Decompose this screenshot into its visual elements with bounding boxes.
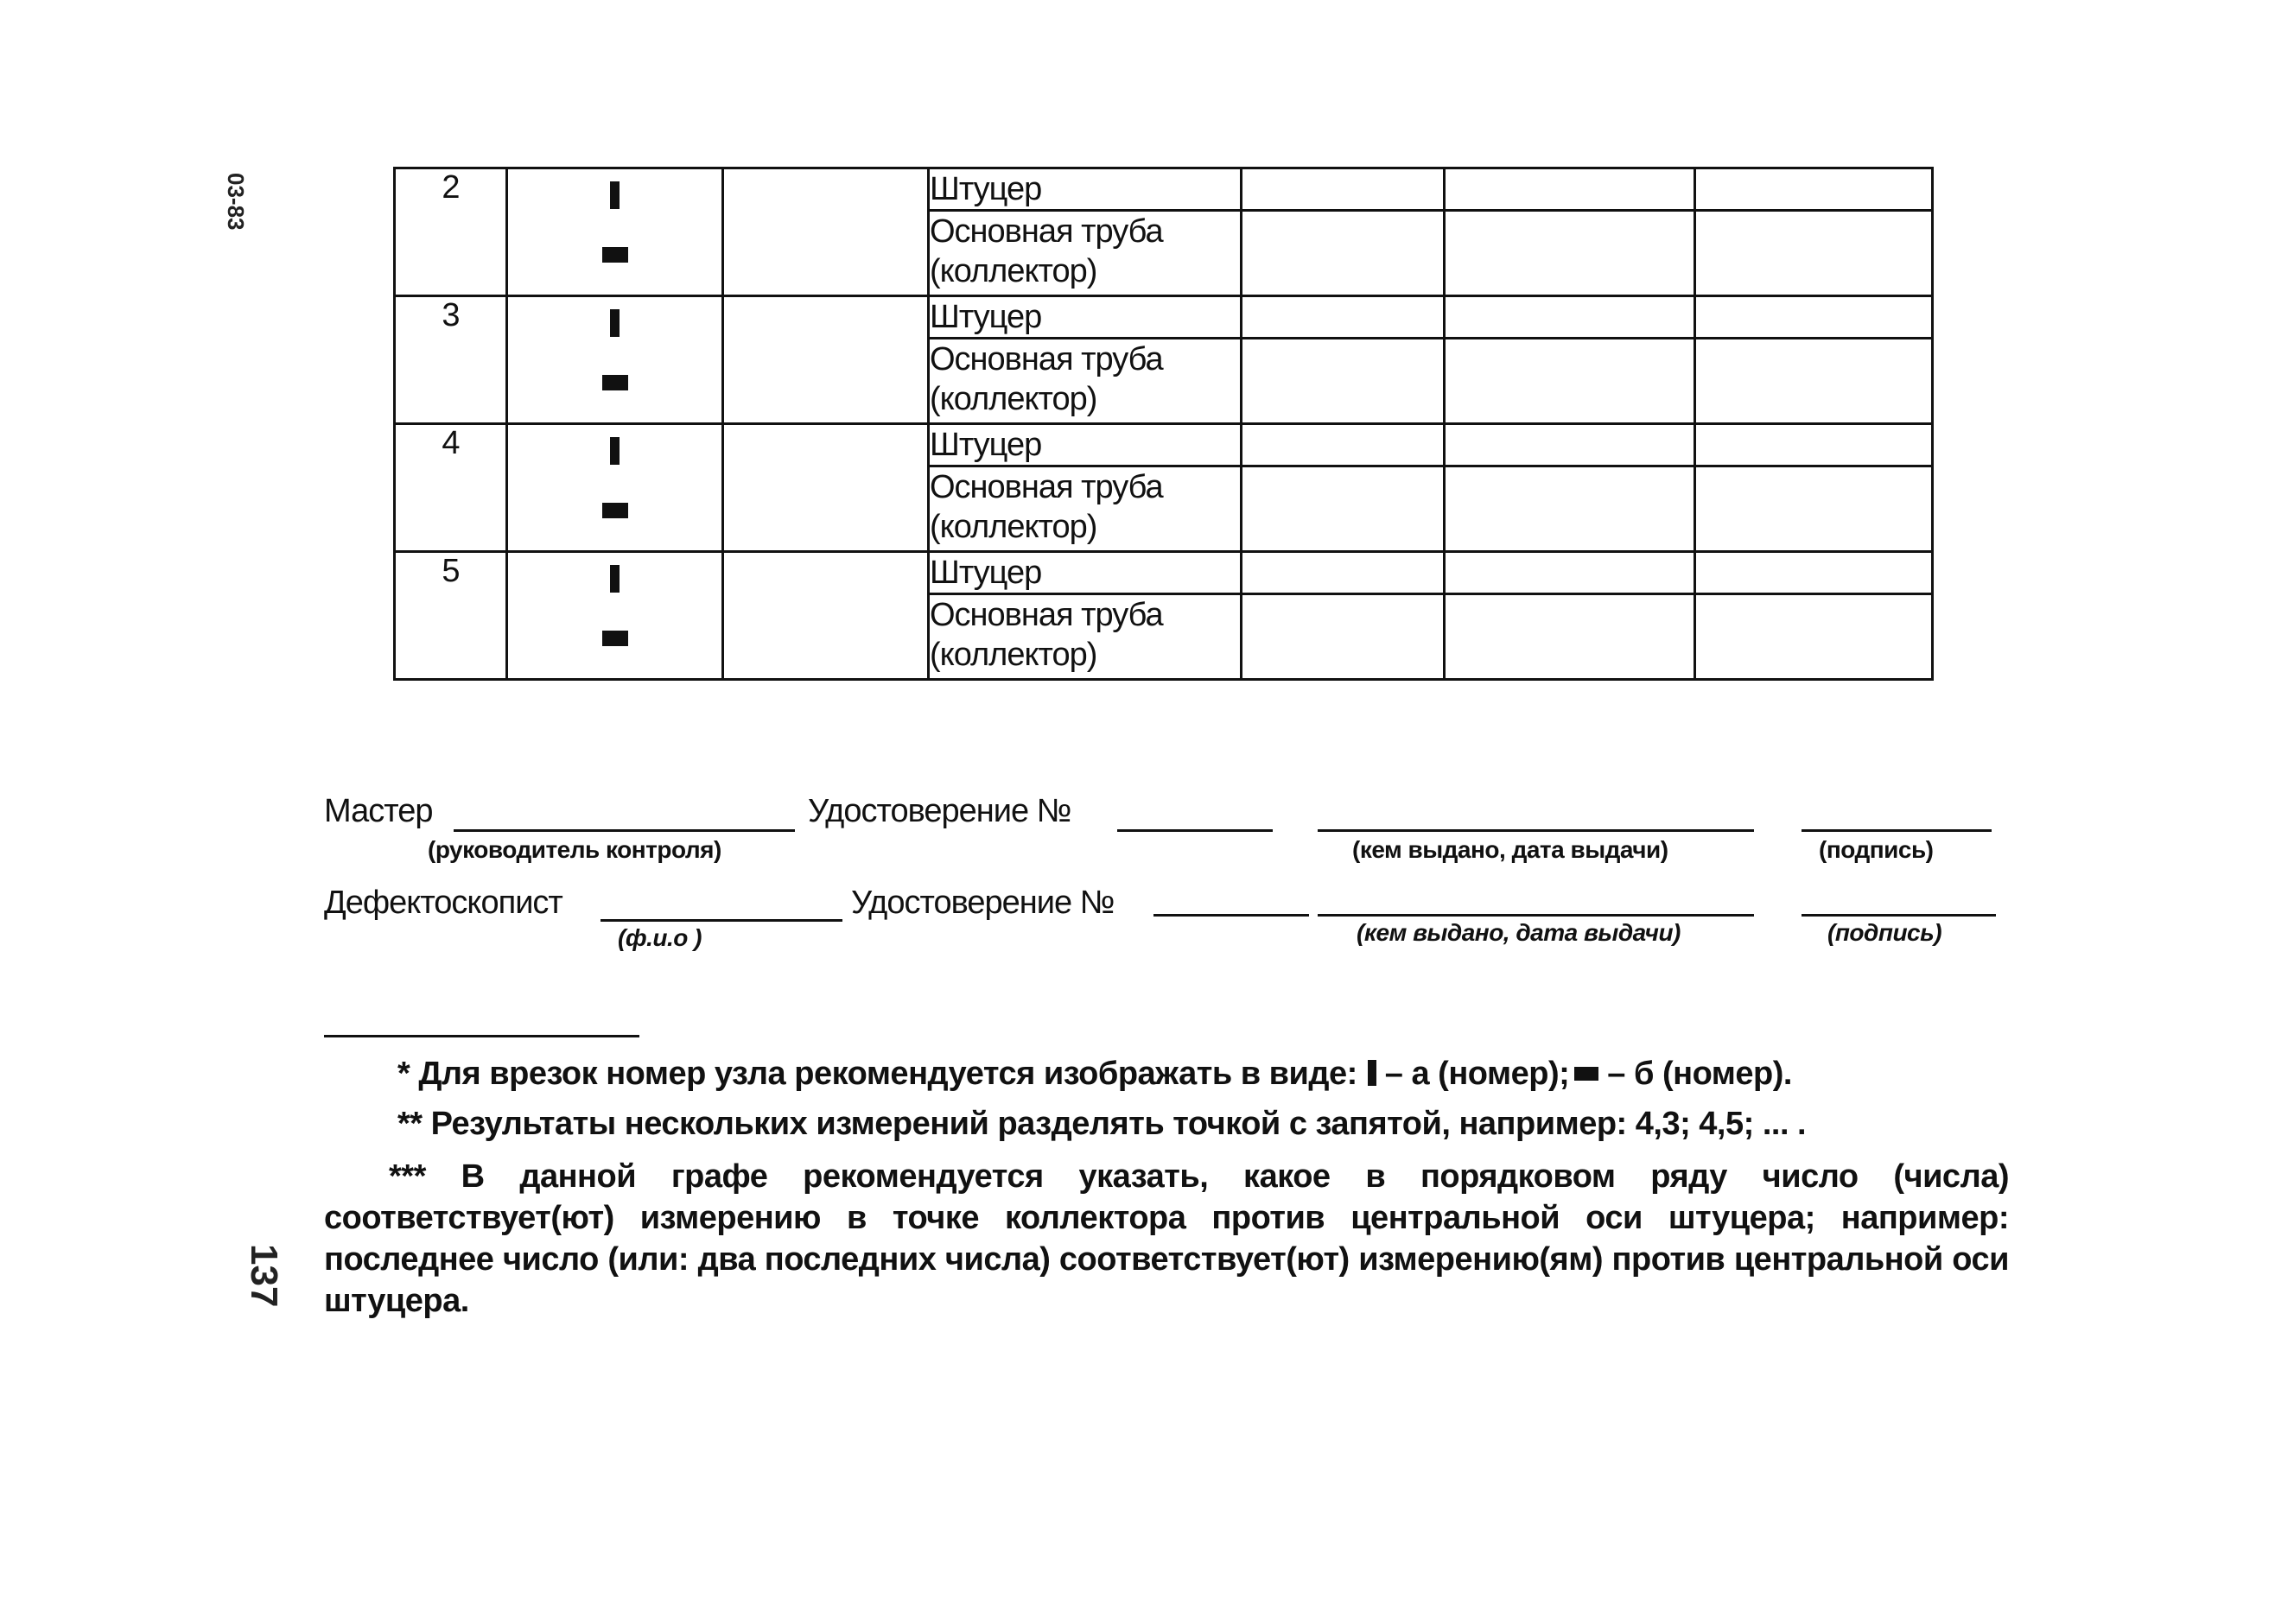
signature-caption: (подпись): [1827, 919, 1942, 946]
value-cell: [1695, 296, 1933, 339]
bar-horizontal-icon: [602, 631, 628, 646]
node-number: 3: [395, 296, 507, 424]
certificate-number-line: [1153, 914, 1309, 917]
node-marks: [507, 552, 723, 680]
value-cell: [1445, 594, 1695, 680]
pipe-label: Основная труба (коллектор): [929, 594, 1242, 680]
empty-cell: [723, 424, 929, 552]
value-cell: [1445, 168, 1695, 211]
value-cell: [1242, 339, 1445, 424]
fitting-label: Штуцер: [929, 296, 1242, 339]
issued-line: [1318, 829, 1754, 832]
table-row: [395, 552, 1933, 594]
master-line: [454, 829, 795, 832]
bar-horizontal-icon: [602, 503, 628, 518]
footnote-1-a: – а (номер);: [1384, 1056, 1570, 1092]
footnote-2: ** Результаты нескольких измерений разделять точкой с запятой, например: 4,3; 4,5; ... .: [397, 1106, 1807, 1142]
value-cell: [1242, 296, 1445, 339]
node-marks: [507, 296, 723, 424]
bar-horizontal-icon: [602, 375, 628, 390]
value-cell: [1445, 466, 1695, 552]
bar-vertical-icon: [610, 565, 620, 593]
fitting-label: Штуцер: [929, 168, 1242, 211]
pipe-label: Основная труба (коллектор): [929, 466, 1242, 552]
bar-horizontal-icon: [1574, 1067, 1598, 1081]
inspector-caption: (ф.и.о ): [618, 924, 702, 951]
footnote-1-text: * Для врезок номер узла рекомендуется изображать в виде:: [397, 1056, 1357, 1092]
signature-line: [1802, 829, 1992, 832]
issued-line: [1318, 914, 1754, 917]
value-cell: [1695, 466, 1933, 552]
master-label: Мастер: [324, 793, 433, 829]
empty-cell: [723, 552, 929, 680]
footnote-1: [397, 1056, 1792, 1093]
issued-caption: (кем выдано, дата выдачи): [1357, 919, 1681, 946]
inspection-table: [393, 167, 1934, 681]
certificate-label: Удостоверение №: [808, 793, 1071, 829]
empty-cell: [723, 168, 929, 296]
bar-vertical-icon: [610, 309, 620, 337]
value-cell: [1695, 424, 1933, 466]
empty-cell: [723, 296, 929, 424]
value-cell: [1242, 594, 1445, 680]
issued-caption: (кем выдано, дата выдачи): [1352, 836, 1668, 863]
inspector-line: [601, 919, 842, 922]
bar-vertical-icon: [610, 437, 620, 465]
value-cell: [1695, 211, 1933, 296]
certificate-label: Удостоверение №: [851, 885, 1115, 921]
node-number: 4: [395, 424, 507, 552]
pipe-label: Основная труба (коллектор): [929, 211, 1242, 296]
fitting-label: Штуцер: [929, 424, 1242, 466]
value-cell: [1445, 211, 1695, 296]
value-cell: [1242, 424, 1445, 466]
bar-vertical-icon: [1368, 1060, 1376, 1086]
value-cell: [1695, 339, 1933, 424]
node-number: 2: [395, 168, 507, 296]
table-row: [395, 424, 1933, 466]
value-cell: [1695, 168, 1933, 211]
value-cell: [1695, 552, 1933, 594]
node-number: 5: [395, 552, 507, 680]
document-code: 03-83: [223, 173, 249, 231]
master-caption: (руководитель контроля): [428, 836, 721, 863]
footnote-separator: [324, 1035, 639, 1037]
value-cell: [1445, 296, 1695, 339]
value-cell: [1242, 552, 1445, 594]
table-row: [395, 296, 1933, 339]
signature-caption: (подпись): [1819, 836, 1934, 863]
footnote-3: *** В данной графе рекомендуется указать, какое в порядковом ряду число (числа) соответствует(ют) измерению в точке коллектора против центральной оси штуцера; например: последнее число (или: два последних числа) соответствует(ют) измерению(ям) против центральной оси штуцера.: [324, 1158, 2009, 1319]
inspector-label: Дефектоскопист: [324, 885, 562, 921]
bar-vertical-icon: [610, 181, 620, 209]
node-marks: [507, 424, 723, 552]
footnote-1-b: – б (номер).: [1607, 1056, 1792, 1092]
value-cell: [1445, 339, 1695, 424]
node-marks: [507, 168, 723, 296]
page-number: 137: [243, 1244, 285, 1308]
fitting-label: Штуцер: [929, 552, 1242, 594]
value-cell: [1445, 424, 1695, 466]
value-cell: [1242, 211, 1445, 296]
value-cell: [1242, 466, 1445, 552]
table-row: [395, 168, 1933, 211]
value-cell: [1445, 552, 1695, 594]
bar-horizontal-icon: [602, 247, 628, 263]
value-cell: [1695, 594, 1933, 680]
signature-line: [1802, 914, 1996, 917]
value-cell: [1242, 168, 1445, 211]
certificate-number-line: [1117, 829, 1273, 832]
pipe-label: Основная труба (коллектор): [929, 339, 1242, 424]
